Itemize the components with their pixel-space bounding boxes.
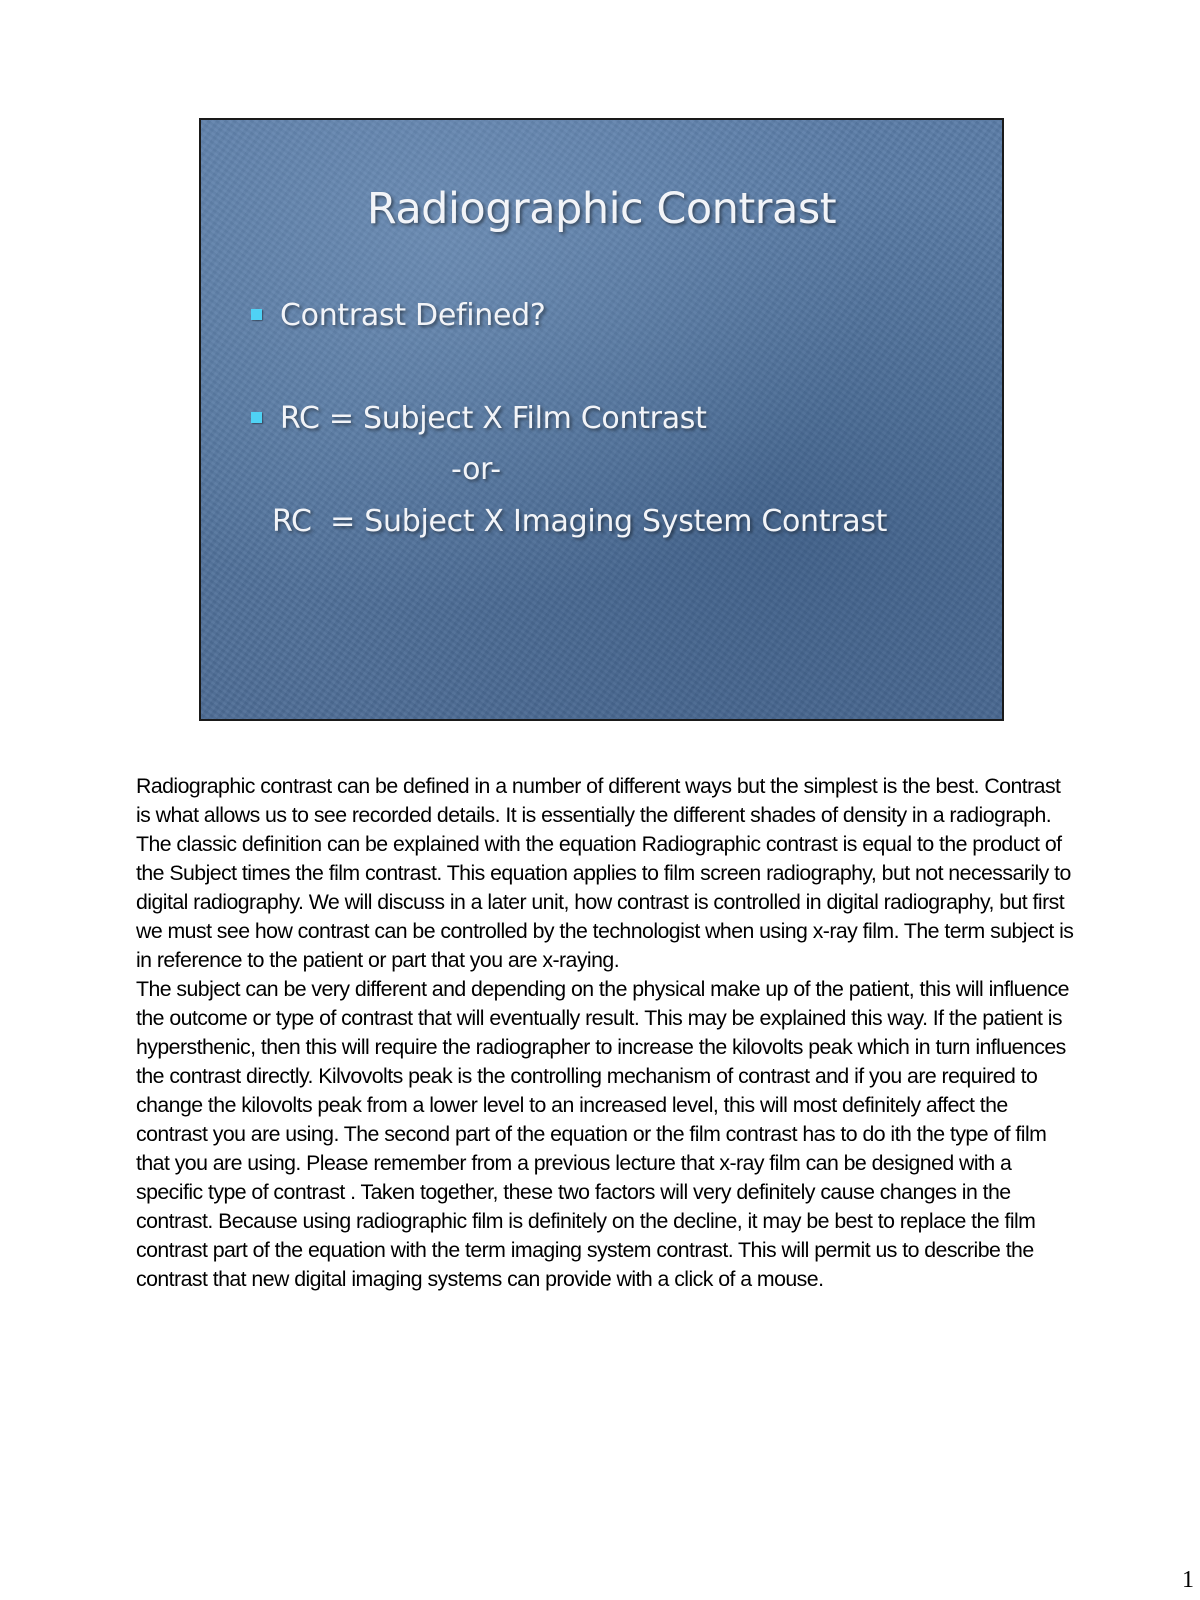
bullet-text: Contrast Defined? <box>280 298 546 333</box>
slide-rc-imaging-equation: RC = Subject X Imaging System Contrast <box>272 504 888 539</box>
speaker-notes <box>136 772 1076 1294</box>
notes-paragraph: The subject can be very different and depending on the physical make up of the patient, this will influence the outcome or type of contrast that will eventually result. This may be explained this way. If the patient is hypersthenic, then this will require the radiographer to increase the kilovolts peak which in turn influences the contrast directly. Kilvovolts peak is the controlling mechanism of contrast and if you are required to change the kilovolts peak from a lower level to an increased level, this will most definitely affect the contrast you are using. The second part of the equation or the film contrast has to do ith the type of film that you are using. Please remember from a previous lecture that x-ray film can be designed with a specific type of contrast . Taken together, these two factors will very definitely cause changes in the contrast. Because using radiographic film is definitely on the decline, it may be best to replace the film contrast part of the equation with the term imaging system contrast. This will permit us to describe the contrast that new digital imaging systems can provide with a click of a mouse. <box>136 977 1069 1291</box>
slide-or-text: -or- <box>451 452 501 487</box>
slide-bullet-contrast-defined <box>251 298 546 333</box>
slide-bullet-rc-equation <box>251 401 707 436</box>
square-bullet-icon <box>251 412 262 423</box>
square-bullet-icon <box>251 309 262 320</box>
page-number: 1 <box>1182 1567 1194 1593</box>
bullet-text: RC = Subject X Film Contrast <box>280 401 707 436</box>
slide-title: Radiographic Contrast <box>366 184 837 234</box>
slide-image <box>199 118 1004 721</box>
notes-paragraph: Radiographic contrast can be defined in a number of different ways but the simplest is the best. Contrast is what allows us to see recorded details. It is essentially the different shades of density in a radiograph. The classic definition can be explained with the equation Radiographic contrast is equal to the product of the Subject times the film contrast. This equation applies to film screen radiography, but not necessarily to digital radiography. We will discuss in a later unit, how contrast is controlled in digital radiography, but first we must see how contrast can be controlled by the technologist when using x-ray film. The term subject is in reference to the patient or part that you are x-raying. <box>136 774 1074 972</box>
